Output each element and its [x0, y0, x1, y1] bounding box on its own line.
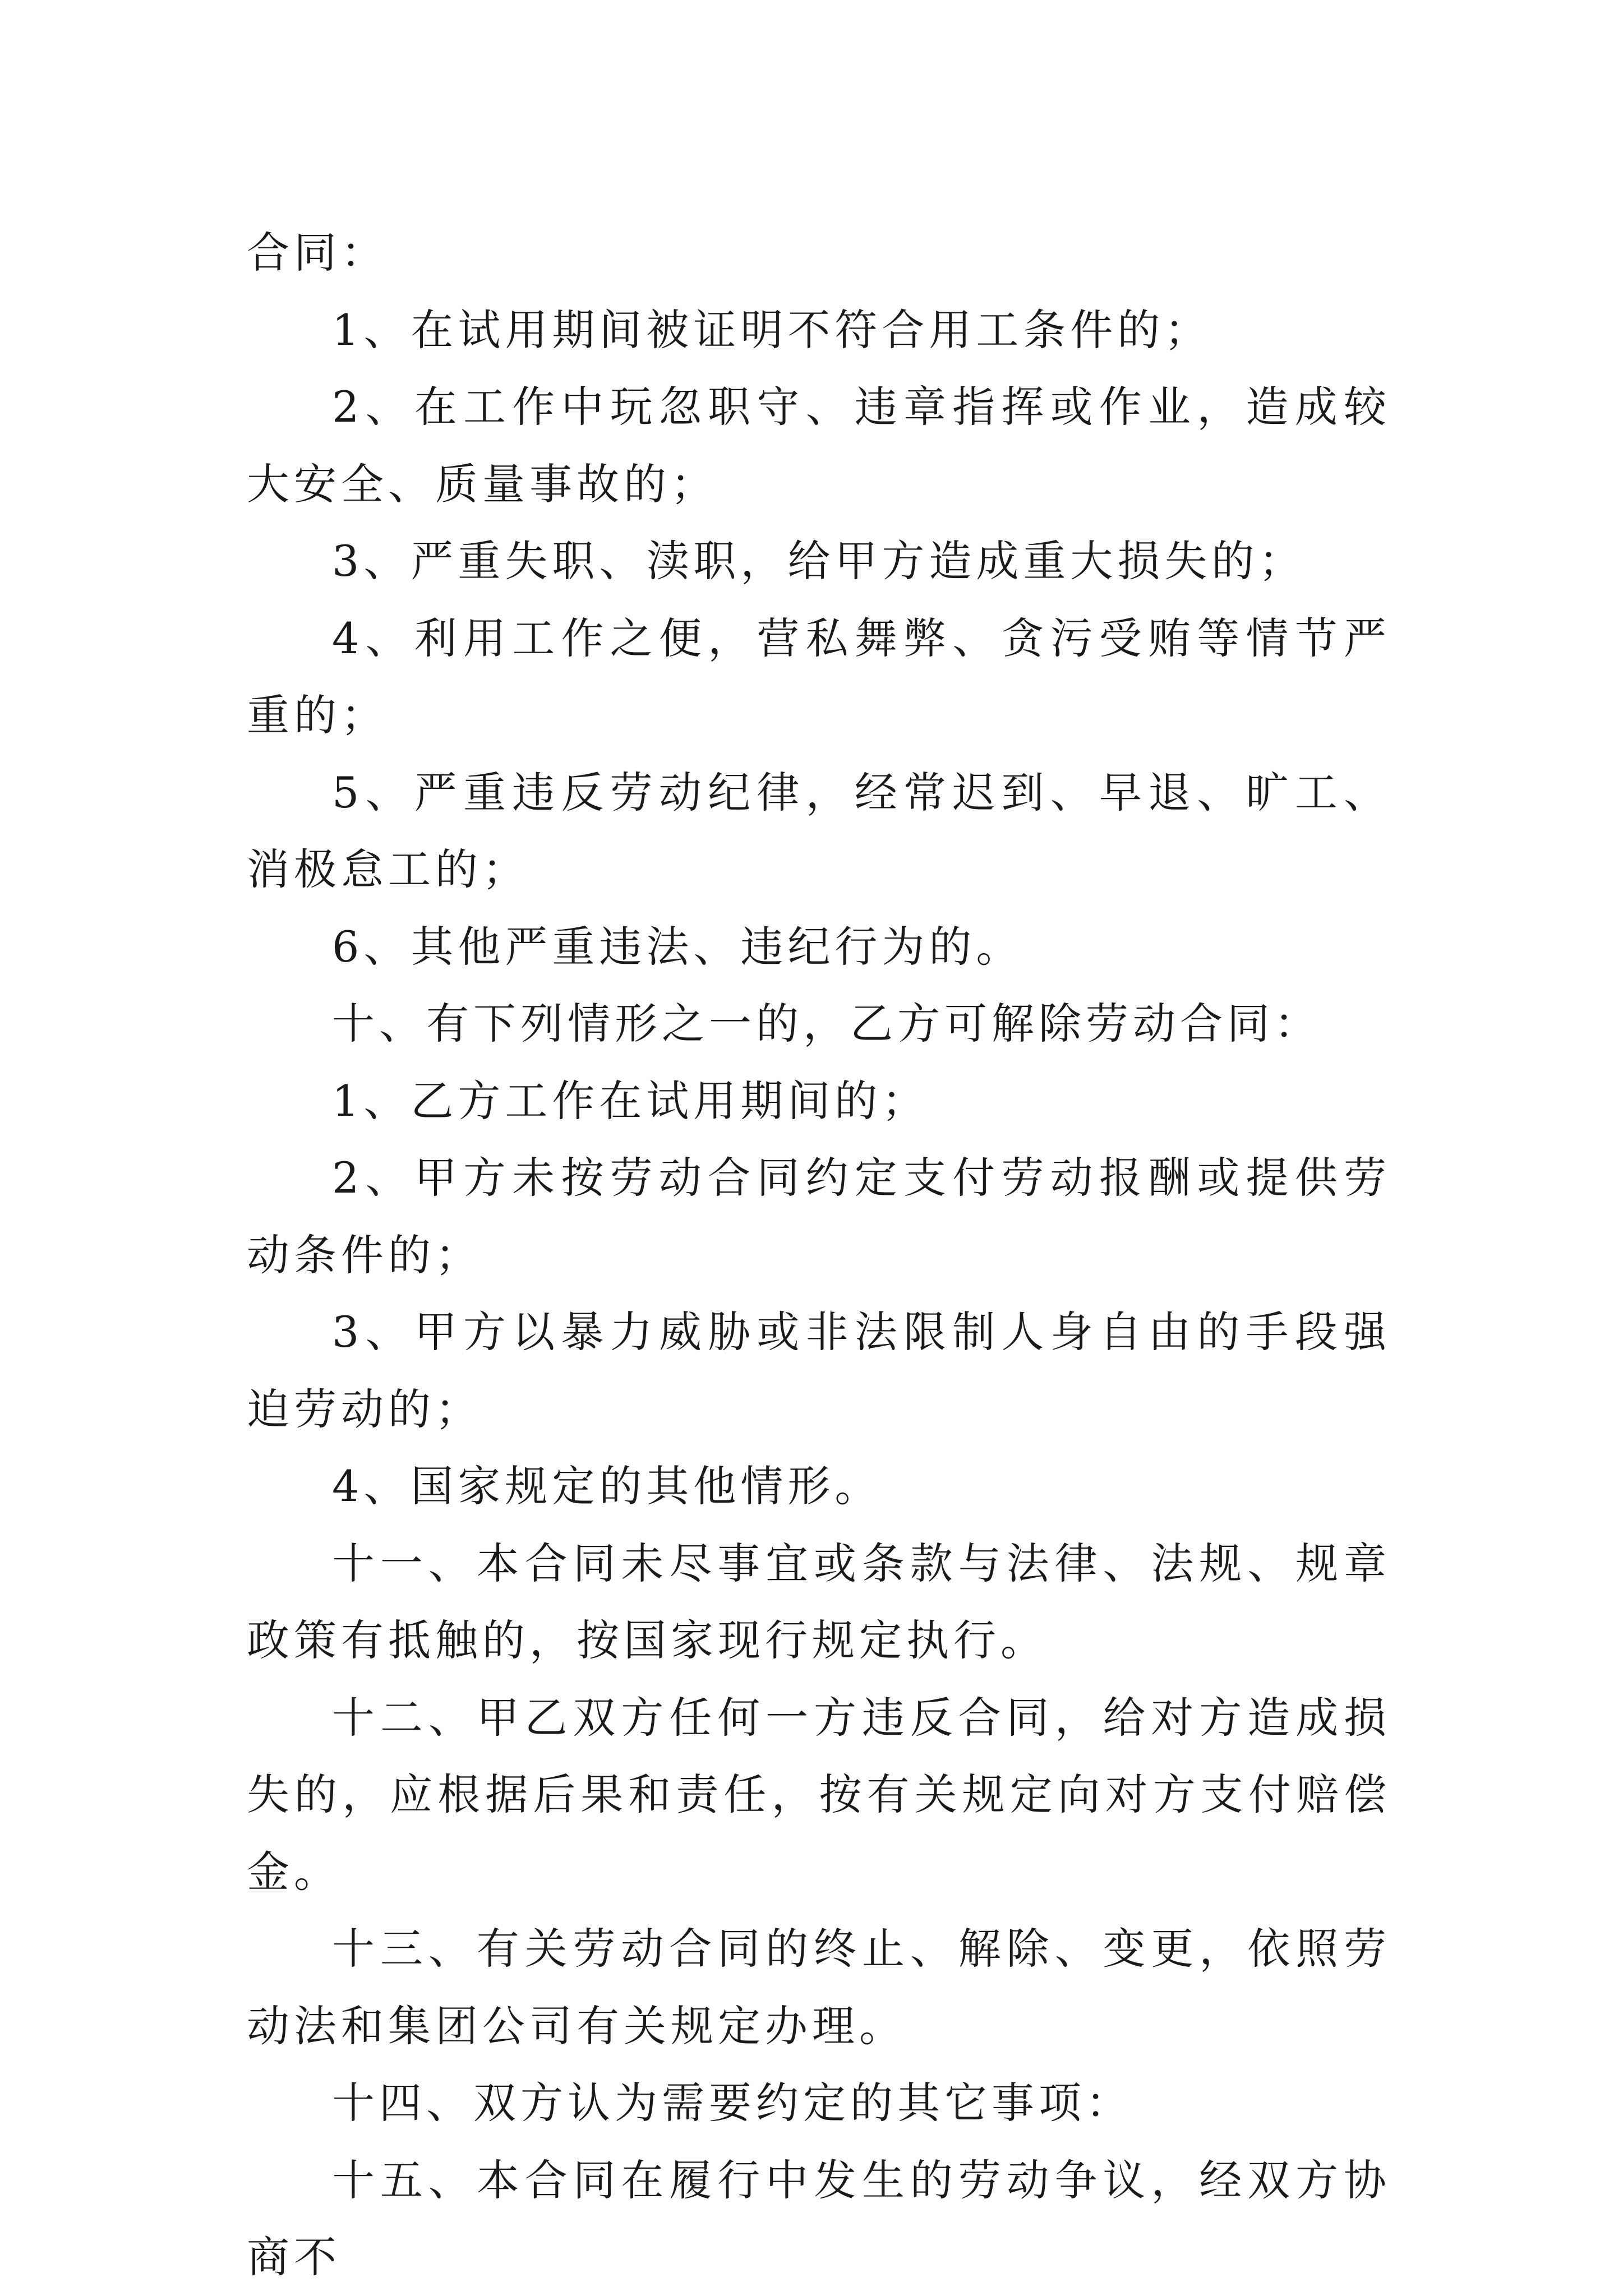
- paragraph-clause-10: 十、有下列情形之一的，乙方可解除劳动合同：: [332, 999, 1321, 1048]
- paragraph-clause-9-item-3: 3、严重失职、渎职，给甲方造成重大损失的；: [332, 536, 1306, 586]
- paragraph-clause-9-item-1: 1、在试用期间被证明不符合用工条件的；: [332, 304, 1212, 355]
- paragraph-clause-10-item-4: 4、国家规定的其他情形。: [332, 1461, 882, 1511]
- paragraph-clause-15: 十五、本合同在履行中发生的劳动争议，经双方协商不: [247, 2155, 1391, 2282]
- paragraph-clause-14: 十四、双方认为需要约定的其它事项：: [332, 2078, 1133, 2128]
- document-body: [247, 214, 1391, 2296]
- paragraph-clause-9-item-5: 5、严重违反劳动纪律，经常迟到、早退、旷工、消极怠工的；: [247, 767, 1391, 894]
- paragraph-clause-10-item-3: 3、甲方以暴力威胁或非法限制人身自由的手段强迫劳动的；: [247, 1307, 1391, 1434]
- paragraph-clause-10-item-1: 1、乙方工作在试用期间的；: [332, 1075, 929, 1126]
- paragraph-clause-9-item-6: 6、其他严重违法、违纪行为的。: [332, 921, 1023, 972]
- paragraph-clause-10-item-2: 2、甲方未按劳动合同约定支付劳动报酬或提供劳动条件的；: [247, 1153, 1391, 1280]
- paragraph-clause-9-item-4: 4、利用工作之便，营私舞弊、贪污受贿等情节严重的；: [247, 613, 1391, 740]
- paragraph-clause-9-item-2: 2、在工作中玩忽职守、违章指挥或作业，造成较大安全、质量事故的；: [247, 382, 1391, 509]
- paragraph-clause-11: 十一、本合同未尽事宜或条款与法律、法规、规章政策有抵触的，按国家现行规定执行。: [247, 1538, 1391, 1665]
- paragraph-contract-continuation: 合同：: [247, 228, 388, 278]
- paragraph-clause-12: 十二、甲乙双方任何一方违反合同，给对方造成损失的，应根据后果和责任，按有关规定向对方支付赔偿金。: [247, 1692, 1391, 1897]
- paragraph-clause-13: 十三、有关劳动合同的终止、解除、变更，依照劳动法和集团公司有关规定办理。: [247, 1924, 1391, 2051]
